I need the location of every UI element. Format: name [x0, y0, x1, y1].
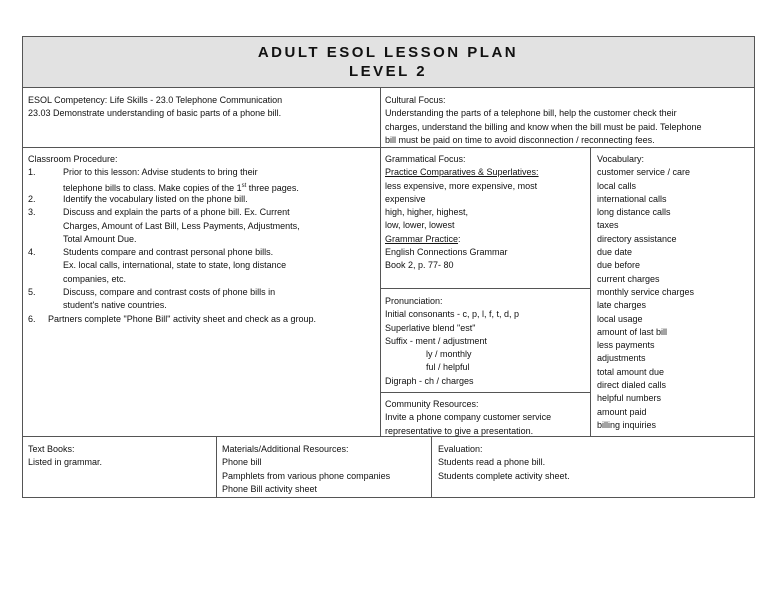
vocabulary-item: current charges: [597, 273, 660, 284]
procedure-step-text: Ex. local calls, international, state to state, long distance: [63, 260, 287, 271]
procedure-step-text: telephone bills to class. Make copies of the 1st three pages.: [63, 182, 299, 193]
divider-grammar-pronunciation: [380, 288, 591, 289]
pronunciation-line: ful / helpful: [426, 362, 470, 373]
table-border-left: [22, 36, 23, 498]
vocabulary-item: late charges: [597, 300, 647, 311]
vocabulary-cell: [597, 153, 694, 432]
grammar-practice-comparatives: Practice Comparatives & Superlatives:: [385, 167, 539, 178]
vocabulary-item: less payments: [597, 340, 655, 351]
cultural-focus-cell: [385, 94, 702, 147]
materials-line: Phone bill: [222, 457, 262, 468]
community-line: representative to give a presentation.: [385, 425, 534, 436]
text-books-heading: Text Books:: [28, 444, 75, 454]
header-title-block: [22, 37, 754, 87]
materials-line: Phone Bill activity sheet: [222, 483, 318, 494]
vocabulary-item: directory assistance: [597, 233, 677, 244]
vocabulary-heading: Vocabulary:: [597, 154, 645, 164]
col-divider-main: [380, 87, 381, 437]
procedure-step-text: Prior to this lesson: Advise students to bring their: [63, 167, 258, 178]
procedure-number: 5.: [28, 287, 36, 297]
classroom-procedure-cell: [28, 153, 378, 433]
cultural-focus-line: Understanding the parts of a telephone bill, help the customer check their: [385, 108, 677, 119]
competency-cell: [28, 94, 282, 121]
community-heading: Community Resources:: [385, 399, 479, 409]
vocabulary-item: helpful numbers: [597, 393, 662, 404]
vocabulary-item: international calls: [597, 193, 667, 204]
evaluation-line: Students complete activity sheet.: [438, 470, 570, 481]
procedure-number: 2.: [28, 193, 36, 204]
evaluation-cell: [438, 443, 570, 483]
pronunciation-cell: [385, 295, 519, 388]
procedure-number: 4.: [28, 247, 36, 258]
pronunciation-line: Suffix - ment / adjustment: [385, 335, 487, 346]
materials-line: Pamphlets from various phone companies: [222, 470, 391, 481]
cultural-focus-line: bill must be paid on time to avoid disconnection / reconnecting fees.: [385, 134, 655, 145]
procedure-number: 6.: [28, 313, 36, 324]
materials-cell: [222, 443, 390, 496]
vocabulary-item: local usage: [597, 313, 643, 324]
evaluation-line: Students read a phone bill.: [438, 457, 546, 468]
document-title: ADULT ESOL LESSON PLAN: [257, 44, 519, 61]
row-divider-header: [22, 87, 755, 88]
cultural-focus-heading: Cultural Focus:: [385, 95, 446, 105]
procedure-number: 1.: [28, 167, 36, 178]
community-line: Invite a phone company customer service: [385, 412, 552, 423]
procedure-step-text: companies, etc.: [63, 273, 127, 284]
document-subtitle: LEVEL 2: [348, 63, 428, 80]
vocabulary-item: total amount due: [597, 366, 665, 377]
procedure-step-text: Discuss, compare and contrast costs of phone bills in: [63, 287, 276, 297]
vocabulary-item: amount of last bill: [597, 326, 668, 337]
vocabulary-item: taxes: [597, 220, 619, 231]
procedure-step-text: student's native countries.: [63, 300, 167, 311]
col-divider-materials: [431, 436, 432, 498]
pronunciation-line: Digraph - ch / charges: [385, 375, 474, 386]
col-divider-vocab: [590, 147, 591, 437]
vocabulary-item: long distance calls: [597, 207, 671, 218]
grammar-practice-label: Grammar Practice:: [385, 233, 461, 244]
grammar-line: less expensive, more expensive, most: [385, 180, 538, 191]
procedure-step-text: Charges, Amount of Last Bill, Less Payments, Adjustments,: [63, 220, 300, 231]
table-border-top: [22, 36, 755, 37]
vocabulary-item: amount paid: [597, 406, 647, 417]
table-border-right: [754, 36, 755, 498]
vocabulary-item: direct dialed calls: [597, 380, 667, 391]
divider-pronunciation-community: [380, 392, 591, 393]
procedure-step-text: Total Amount Due.: [63, 233, 137, 244]
vocabulary-item: adjustments: [597, 353, 646, 364]
competency-objective: 23.03 Demonstrate understanding of basic parts of a phone bill.: [28, 108, 282, 119]
procedure-number: 3.: [28, 207, 36, 218]
procedure-step-text: Discuss and explain the parts of a phone bill. Ex. Current: [63, 207, 290, 218]
pronunciation-line: ly / monthly: [426, 349, 472, 360]
grammar-line: expensive: [385, 193, 426, 204]
grammar-heading: Grammatical Focus:: [385, 154, 466, 164]
text-books-line: Listed in grammar.: [28, 457, 103, 468]
community-resources-cell: [385, 398, 551, 438]
grammar-book-line: Book 2, p. 77- 80: [385, 260, 454, 271]
vocabulary-item: due date: [597, 247, 633, 258]
competency-line: ESOL Competency: Life Skills - 23.0 Telephone Communication: [28, 95, 283, 105]
procedure-step-text: Partners complete "Phone Bill" activity sheet and check as a group.: [48, 313, 317, 324]
vocabulary-item: customer service / care: [597, 167, 691, 178]
evaluation-heading: Evaluation:: [438, 444, 483, 454]
text-books-cell: [28, 443, 102, 470]
vocabulary-item: billing inquiries: [597, 419, 657, 430]
grammar-line: low, lower, lowest: [385, 220, 455, 231]
procedure-heading: Classroom Procedure:: [28, 154, 118, 164]
materials-heading: Materials/Additional Resources:: [222, 444, 349, 454]
cultural-focus-line: charges, understand the billing and know when the bill must be paid. Telephone: [385, 121, 702, 132]
grammatical-focus-cell: [385, 153, 539, 273]
table-border-bottom: [22, 497, 755, 498]
pronunciation-line: Superlative blend "est": [385, 322, 476, 333]
grammar-book-line: English Connections Grammar: [385, 247, 508, 258]
pronunciation-heading: Pronunciation:: [385, 296, 443, 306]
col-divider-textbooks: [216, 436, 217, 498]
procedure-step-text: Identify the vocabulary listed on the phone bill.: [63, 193, 248, 204]
grammar-line: high, higher, highest,: [385, 207, 469, 218]
procedure-step-text: Students compare and contrast personal phone bills.: [63, 247, 274, 258]
vocabulary-item: monthly service charges: [597, 286, 695, 297]
vocabulary-item: due before: [597, 260, 641, 271]
pronunciation-line: Initial consonants - c, p, l, f, t, d, p: [385, 309, 520, 320]
vocabulary-item: local calls: [597, 180, 637, 191]
superscript-st: st: [241, 182, 247, 189]
